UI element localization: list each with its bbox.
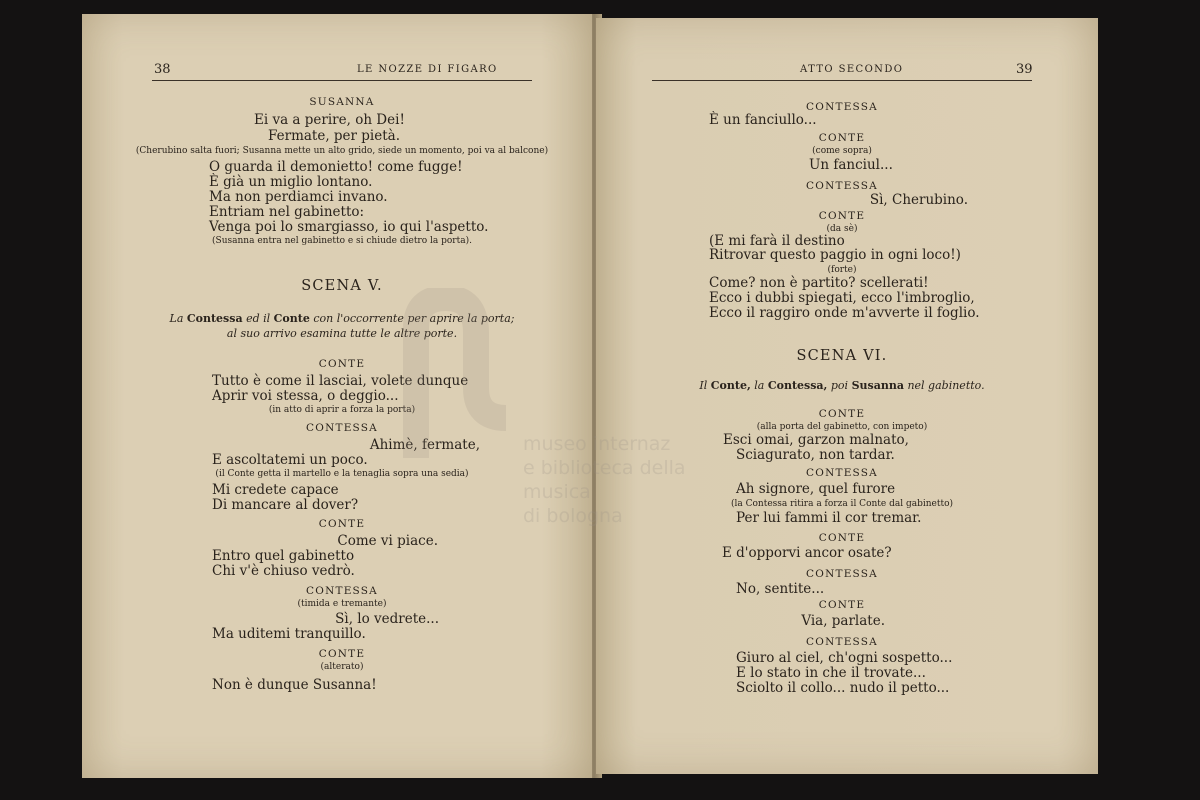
speaker: CONTESSA [306,585,378,597]
watermark-logo-icon [396,288,536,468]
stage-direction: (come sopra) [812,146,872,156]
verse-line: O guarda il demonietto! come fugge! [209,159,463,175]
left-running-title: LE NOZZE DI FIGARO [357,64,498,75]
desc-character: Contessa [186,312,243,325]
scene-description [699,379,984,392]
stage-direction: (timida e tremante) [297,599,387,609]
desc-character: Conte, [710,379,751,392]
watermark-line: museo internaz [523,433,671,455]
desc-text: La [169,312,184,325]
stage-direction: (in atto di aprir a forza la porta) [268,405,416,415]
stage-direction: (alla porta del gabinetto, con impeto) [756,422,928,432]
speaker: CONTESSA [806,636,878,648]
left-page-number: 38 [154,62,171,77]
right-running-header [652,64,1032,81]
desc-text: poi [830,379,849,392]
stage-direction: (Cherubino salta fuori; Susanna mette un alto grido, siede un momento, poi va al balcone) [135,146,549,156]
speaker: CONTESSA [306,422,378,434]
verse-line: E ascoltatemi un poco. [212,452,368,468]
verse-line: Come? non è partito? scellerati! [709,275,929,291]
stage-direction: (alterato) [320,662,364,672]
verse-line: Via, parlate. [801,613,885,629]
stage-direction: (il Conte getta il martello e la tenaglia sopra una sedia) [215,469,469,479]
desc-text: ed il [246,312,271,325]
left-running-header [152,64,532,81]
verse-line: Tutto è come il lasciai, volete dunque [212,373,469,389]
watermark-line: di bologna [523,505,623,527]
stage-direction: (forte) [827,265,857,275]
verse-line: Entro quel gabinetto [212,548,355,564]
verse-line: Ecco i dubbi spiegati, ecco l'imbroglio, [709,290,975,306]
speaker: CONTE [318,518,366,530]
speaker: CONTE [818,532,866,544]
right-running-title: ATTO SECONDO [800,64,904,75]
desc-text: con l'occorrente per aprire la porta; [313,312,515,325]
verse-line: Sciagurato, non tardar. [736,447,895,463]
verse-line: Ma non perdiamci invano. [209,189,388,205]
desc-character: Conte [273,312,310,325]
speaker: CONTE [818,408,866,420]
verse-line: Non è dunque Susanna! [212,677,377,693]
verse-line: Per lui fammi il cor tremar. [736,510,922,526]
verse-line: Ei va a perire, oh Dei! [254,112,405,128]
speaker: CONTESSA [806,180,878,192]
verse-line: Chi v'è chiuso vedrò. [212,563,355,579]
scene-heading: SCENA V. [301,278,383,294]
speaker: CONTESSA [806,101,878,113]
stage-direction: (da sè) [826,224,858,234]
verse-line: Venga poi lo smargiasso, io qui l'aspetto. [209,219,489,235]
watermark-line: e biblioteca della musica [523,457,686,503]
speaker: CONTE [818,599,866,611]
verse-line: E lo stato in che il trovate... [736,665,926,681]
verse-line: No, sentite... [736,581,825,597]
desc-character: Susanna [851,379,904,392]
speaker: CONTE [318,648,366,660]
verse-line: È un fanciullo... [709,112,817,128]
verse-line: Ma uditemi tranquillo. [212,626,366,642]
desc-text: Il [699,379,708,392]
stage-direction: (la Contessa ritira a forza il Conte dal gabinetto) [730,499,954,509]
speaker: CONTESSA [806,568,878,580]
scene-description: al suo arrivo esamina tutte le altre porte. [226,327,458,340]
desc-character: Contessa, [767,379,828,392]
verse-line: Come vi piace. [337,533,438,549]
verse-line: Ritrovar questo paggio in ogni loco!) [709,247,961,263]
verse-line: Fermate, per pietà. [268,128,401,144]
verse-line: Giuro al ciel, ch'ogni sospetto... [736,650,953,666]
speaker: CONTE [818,132,866,144]
verse-line: Sì, lo vedrete... [335,611,439,627]
right-page [596,18,1098,774]
right-page-number: 39 [1016,62,1033,77]
speaker: CONTE [318,358,366,370]
verse-line: Mi credete capace [212,482,339,498]
speaker: SUSANNA [309,96,375,108]
verse-line: Un fanciul... [809,157,893,173]
scene-heading: SCENA VI. [796,348,888,364]
verse-line: (E mi farà il destino [709,233,845,249]
verse-line: E d'opporvi ancor osate? [722,545,892,561]
verse-line: Sì, Cherubino. [869,192,968,208]
verse-line: È già un miglio lontano. [209,174,373,190]
stage-direction: (Susanna entra nel gabinetto e si chiude dietro la porta). [212,236,472,246]
verse-line: Ecco il raggiro onde m'avverte il foglio. [709,305,980,321]
verse-line: Entriam nel gabinetto: [209,204,365,220]
verse-line: Aprir voi stessa, o deggio... [212,388,399,404]
desc-text: la [754,379,765,392]
speaker: CONTESSA [806,467,878,479]
verse-line: Ah signore, quel furore [736,481,896,497]
verse-line: Esci omai, garzon malnato, [723,432,909,448]
desc-text: nel gabinetto. [907,379,985,392]
verse-line: Ahimè, fermate, [369,437,480,453]
speaker: CONTE [818,210,866,222]
verse-line: Di mancare al dover? [212,497,359,513]
watermark-text [523,432,753,528]
verse-line: Sciolto il collo... nudo il petto... [736,680,950,696]
